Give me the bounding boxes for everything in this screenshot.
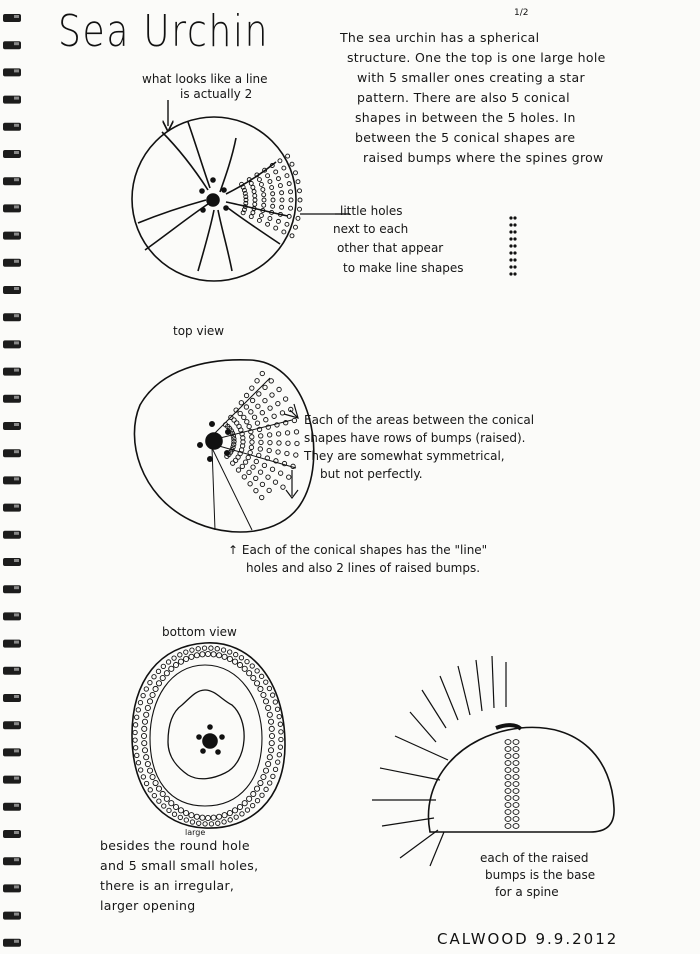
spine-note: bumps is the base bbox=[485, 868, 596, 882]
spiral-binding bbox=[0, 0, 26, 954]
conical-note: holes and also 2 lines of raised bumps. bbox=[246, 561, 481, 575]
line-note: is actually 2 bbox=[180, 87, 253, 101]
conical-note: ↑ Each of the conical shapes has the "line" bbox=[228, 543, 488, 557]
line-note: what looks like a line bbox=[142, 72, 268, 86]
signature: CALWOOD 9.9.2012 bbox=[437, 930, 619, 948]
intro-line: between the 5 conical shapes are bbox=[355, 130, 576, 145]
page-title: Sea Urchin bbox=[58, 6, 270, 57]
little-holes-note: little holes bbox=[340, 204, 403, 218]
areas-note: shapes have rows of bumps (raised). bbox=[304, 431, 526, 445]
little-holes-note: next to each bbox=[333, 222, 409, 236]
bottom-note: larger opening bbox=[100, 898, 196, 913]
intro-line: pattern. There are also 5 conical bbox=[357, 90, 570, 105]
intro-line: with 5 smaller ones creating a star bbox=[357, 70, 585, 85]
urchin-bottom-view bbox=[132, 643, 285, 828]
areas-note: Each of the areas between the conical bbox=[304, 413, 535, 427]
bottom-note: besides the round hole bbox=[100, 838, 250, 853]
bottom-view-label: bottom view bbox=[162, 625, 237, 639]
intro-line: The sea urchin has a spherical bbox=[340, 30, 540, 45]
bottom-note: and 5 small small holes, bbox=[100, 858, 259, 873]
top-view-label: top view bbox=[173, 324, 225, 338]
intro-line: raised bumps where the spines grow bbox=[363, 150, 604, 165]
spine-note: for a spine bbox=[495, 885, 559, 899]
little-holes-note: to make line shapes bbox=[343, 261, 464, 275]
page-fraction: 1/2 bbox=[514, 8, 529, 18]
urchin-top-view bbox=[134, 360, 313, 532]
little-holes-note: other that appear bbox=[337, 241, 444, 255]
areas-note: but not perfectly. bbox=[320, 467, 423, 481]
intro-line: shapes in between the 5 holes. In bbox=[355, 110, 576, 125]
bottom-note: there is an irregular, bbox=[100, 878, 235, 893]
spine-note: each of the raised bbox=[480, 851, 589, 865]
areas-note: They are somewhat symmetrical, bbox=[304, 449, 505, 463]
bottom-note-large: large bbox=[185, 828, 206, 837]
urchin-side-view bbox=[372, 656, 614, 866]
intro-line: structure. One the top is one large hole bbox=[347, 50, 606, 65]
